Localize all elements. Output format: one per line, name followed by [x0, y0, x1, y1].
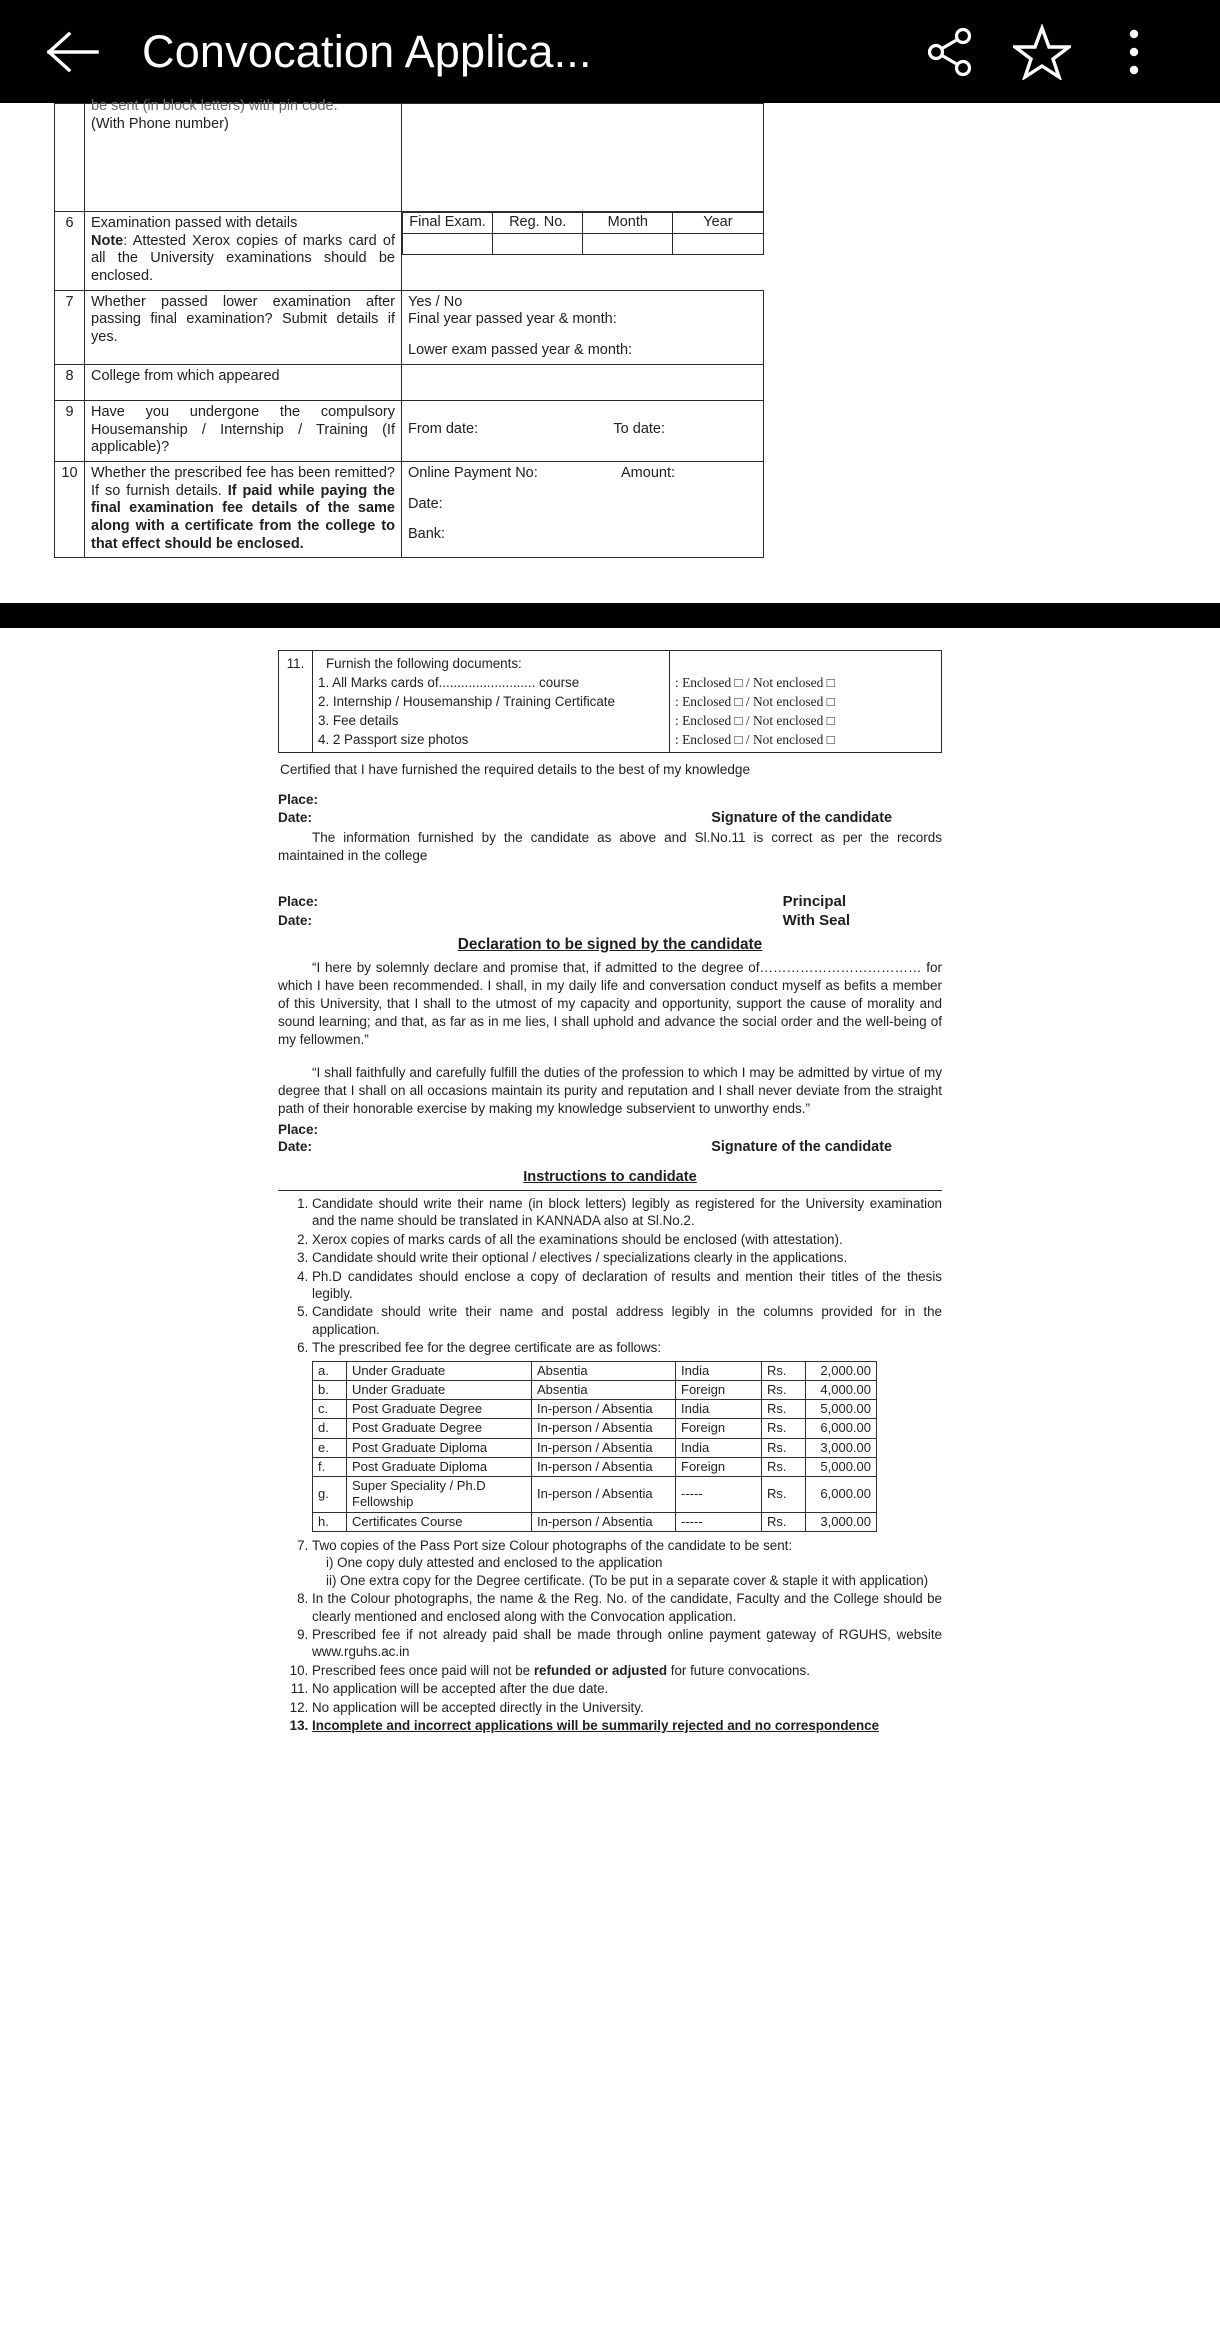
- app-bar: [0, 0, 1220, 103]
- fee-mode: In-person / Absentia: [532, 1512, 676, 1531]
- page-2-content: [278, 650, 942, 1735]
- fee-region: -----: [676, 1477, 762, 1513]
- value-final-exam[interactable]: [403, 234, 493, 255]
- enclosed-options-cell: [670, 651, 942, 753]
- table-row: [55, 364, 764, 400]
- bookmark-button[interactable]: [996, 17, 1088, 87]
- date-label-3: Date:: [278, 1139, 312, 1155]
- share-icon: [922, 24, 978, 80]
- answer-cell: [402, 461, 764, 557]
- value-year[interactable]: [673, 234, 763, 255]
- document-item-1: 1. All Marks cards of.......................... course: [318, 675, 580, 691]
- fee-region: India: [676, 1400, 762, 1419]
- fee-region: Foreign: [676, 1419, 762, 1438]
- list-item-text-bold: refunded or adjusted: [533, 1662, 668, 1678]
- place-label-3: Place:: [278, 1121, 319, 1137]
- instructions-list-continued: [278, 1537, 942, 1735]
- fee-sl: c.: [313, 1400, 347, 1419]
- phone-line: (With Phone number): [91, 115, 229, 132]
- exam-detail-subtable: [402, 212, 764, 255]
- document-page-1: [0, 98, 1220, 603]
- fee-mode: In-person / Absentia: [532, 1438, 676, 1457]
- place-principal-row: [278, 893, 942, 912]
- documents-checklist-table: [278, 650, 942, 753]
- answer-cell: [402, 290, 764, 364]
- table-row: [313, 1419, 877, 1438]
- date-label-1: Date:: [278, 809, 312, 825]
- spacer: [278, 867, 942, 893]
- table-row: [279, 651, 942, 753]
- fee-mode: In-person / Absentia: [532, 1477, 676, 1513]
- fee-currency: Rs.: [762, 1419, 806, 1438]
- documents-heading: Furnish the following documents:: [326, 656, 522, 671]
- declaration-paragraph-1: “I here by solemnly declare and promise that, if admitted to the degree of……………………………… for which I have been recommended. I shall, in my daily life and conversation conduct myself as befits a member of this University, that I shall to the utmost of my capacity and opportunity, support the cause of morality and sound learning; and that, as far as in me lies, I shall uphold and advance the social order and the well-being of my fellowmen.”: [278, 959, 942, 1048]
- row-number: 9: [55, 400, 85, 461]
- fee-currency: Rs.: [762, 1361, 806, 1380]
- answer-line-yes-no: Yes / No: [408, 293, 463, 310]
- declaration-paragraph-2: “I shall faithfully and carefully fulfill the duties of the profession to which I may be admitted by virtue of my degree that I shall on all occasions maintain its purity and reputation and I shall never deviate from the straight path of their honorable exercise by making my knowledge subservient to unworthy ends.”: [278, 1065, 942, 1117]
- table-row: [403, 234, 764, 255]
- fee-course: Post Graduate Diploma: [347, 1457, 532, 1476]
- fee-sl: f.: [313, 1457, 347, 1476]
- list-item: 6. The prescribed fee for the degree certificate are as follows:: [312, 1339, 942, 1356]
- fee-amount: 2,000.00: [806, 1361, 877, 1380]
- question-text-bold: If paid while paying the final examination fee details of the same along with a certificate from the college to that effect should be enclosed.: [91, 482, 395, 552]
- fee-course: Super Speciality / Ph.D Fellowship: [347, 1477, 532, 1513]
- fee-amount: 3,000.00: [806, 1438, 877, 1457]
- bank-label: Bank:: [408, 526, 446, 543]
- note-label: Note: [91, 232, 124, 249]
- fee-amount: 3,000.00: [806, 1512, 877, 1531]
- table-row: [313, 1400, 877, 1419]
- list-item: [312, 1662, 942, 1679]
- clipped-text-line: be sent (in block letters) with pin code.: [91, 98, 338, 114]
- col-header-year: Year: [673, 213, 763, 234]
- signature-of-candidate-2: Signature of the candidate: [711, 1139, 892, 1156]
- col-header-reg-no: Reg. No.: [493, 213, 583, 234]
- question-cell: [85, 290, 402, 364]
- question-cell: [85, 98, 402, 212]
- fee-mode: In-person / Absentia: [532, 1419, 676, 1438]
- page-separator: [0, 603, 1220, 628]
- signature-of-candidate-1: Signature of the candidate: [711, 809, 892, 826]
- date-signature-row-1: [278, 809, 942, 828]
- list-item: 11. No application will be accepted after the due date.: [312, 1680, 942, 1697]
- fee-course: Post Graduate Degree: [347, 1419, 532, 1438]
- answer-line-lower-exam: Lower exam passed year & month:: [408, 342, 633, 359]
- arrow-left-icon: [45, 29, 101, 75]
- fee-mode: Absentia: [532, 1361, 676, 1380]
- instructions-list: [278, 1195, 942, 1357]
- answer-line-final-year: Final year passed year & month:: [408, 311, 617, 328]
- table-row: [403, 213, 764, 234]
- instructions-heading: Instructions to candidate: [523, 1168, 697, 1185]
- question-cell: [85, 212, 402, 291]
- spacer: [278, 779, 942, 791]
- fee-amount: 6,000.00: [806, 1419, 877, 1438]
- list-item: 1. Candidate should write their name (in block letters) legibly as registered for the University examination and the name should be translated in KANNADA also at Sl.No.2.: [312, 1195, 942, 1230]
- date-range-row: [408, 404, 757, 439]
- answer-cell: [402, 400, 764, 461]
- spacer: [408, 329, 757, 342]
- row-number: 7: [55, 290, 85, 364]
- college-statement: The information furnished by the candidate as above and Sl.No.11 is correct as per the records maintained in the college: [278, 830, 942, 864]
- fee-region: Foreign: [676, 1457, 762, 1476]
- note-text: : Attested Xerox copies of marks card of all the University examinations should be enclosed.: [91, 232, 395, 285]
- fee-region: India: [676, 1361, 762, 1380]
- date-seal-row: [278, 912, 942, 931]
- fee-region: India: [676, 1438, 762, 1457]
- col-header-final-exam: Final Exam.: [403, 213, 493, 234]
- list-item: 3. Candidate should write their optional / electives / specializations clearly in the applications.: [312, 1249, 942, 1266]
- answer-cell[interactable]: [402, 364, 764, 400]
- page-title: Convocation Applica...: [142, 25, 592, 77]
- question-cell: [85, 364, 402, 400]
- fee-mode: In-person / Absentia: [532, 1400, 676, 1419]
- table-row: [313, 1380, 877, 1399]
- certified-statement: Certified that I have furnished the required details to the best of my knowledge: [280, 762, 751, 778]
- question-cell: [85, 461, 402, 557]
- more-vertical-icon: [1126, 24, 1142, 80]
- fee-course: Post Graduate Degree: [347, 1400, 532, 1419]
- table-row: [55, 212, 764, 291]
- share-button[interactable]: [904, 17, 996, 87]
- fee-structure-table: [312, 1361, 877, 1532]
- table-row: [55, 290, 764, 364]
- spacer: [675, 654, 936, 673]
- table-row: [55, 400, 764, 461]
- fee-sl: d.: [313, 1419, 347, 1438]
- table-row: [313, 1457, 877, 1476]
- question-text: Have you undergone the compulsory Housemanship / Internship / Training (If applicable)?: [91, 403, 395, 456]
- fee-currency: Rs.: [762, 1400, 806, 1419]
- fee-amount: 5,000.00: [806, 1400, 877, 1419]
- question-note: [91, 233, 395, 286]
- amount-label: Amount:: [621, 464, 675, 481]
- col-header-month: Month: [583, 213, 673, 234]
- row-number: 10: [55, 461, 85, 557]
- list-item: [312, 1537, 942, 1589]
- fee-amount: 4,000.00: [806, 1380, 877, 1399]
- document-page-2: [0, 628, 1220, 1735]
- enclosed-option-4[interactable]: : Enclosed □ / Not enclosed □: [675, 732, 835, 748]
- fee-mode: In-person / Absentia: [532, 1457, 676, 1476]
- table-row: [313, 1361, 877, 1380]
- fee-course: Post Graduate Diploma: [347, 1438, 532, 1457]
- list-item: 13. Incomplete and incorrect applications will be summarily rejected and no correspondence: [312, 1717, 942, 1734]
- list-item-text-post: for future convocations.: [667, 1662, 810, 1678]
- fee-region: Foreign: [676, 1380, 762, 1399]
- enclosed-option-1[interactable]: : Enclosed □ / Not enclosed □: [675, 675, 835, 690]
- fee-amount: 6,000.00: [806, 1477, 877, 1513]
- spacer: [408, 483, 757, 496]
- row-number: [55, 104, 85, 212]
- row-number: 8: [55, 364, 85, 400]
- question-text: Whether the prescribed fee has been remitted? If so furnish details.: [91, 464, 395, 499]
- list-item-text-pre: Prescribed fees once paid will not be: [312, 1662, 534, 1678]
- date-label-2: Date:: [278, 913, 312, 929]
- place-label-2: Place:: [278, 894, 319, 910]
- row-number: 11.: [279, 651, 313, 753]
- fee-sl: b.: [313, 1380, 347, 1399]
- documents-list-cell: [313, 651, 670, 753]
- fee-course: Under Graduate: [347, 1361, 532, 1380]
- online-payment-label: Online Payment No:: [408, 464, 538, 481]
- value-month[interactable]: [583, 234, 673, 255]
- payment-row: [408, 465, 757, 483]
- list-item-text: Two copies of the Pass Port size Colour photographs of the candidate to be sent:: [312, 1537, 793, 1553]
- list-subitem-i: i) One copy duly attested and enclosed to the application: [326, 1555, 663, 1571]
- list-item: 8. In the Colour photographs, the name & the Reg. No. of the candidate, Faculty and the College should be clearly mentioned and enclosed along with the Convocation application.: [312, 1590, 942, 1625]
- date-signature-row-2: [278, 1138, 942, 1157]
- enclosed-option-2[interactable]: : Enclosed □ / Not enclosed □: [675, 694, 835, 710]
- list-item: 5. Candidate should write their name and postal address legibly in the columns provided for in the application.: [312, 1303, 942, 1338]
- payment-date-label: Date:: [408, 495, 443, 512]
- question-text: Examination passed with details: [91, 215, 298, 231]
- fee-sl: a.: [313, 1361, 347, 1380]
- more-options-button[interactable]: [1088, 17, 1180, 87]
- document-item-3: 3. Fee details: [318, 713, 399, 729]
- table-row: [313, 1477, 877, 1513]
- spacer: [278, 1051, 942, 1062]
- question-text: Whether passed lower examination after passing final examination? Submit details if yes.: [91, 293, 395, 346]
- table-row: [55, 461, 764, 557]
- declaration-heading: Declaration to be signed by the candidate: [457, 935, 763, 953]
- principal-label: Principal: [782, 893, 846, 911]
- list-subitem-ii: ii) One extra copy for the Degree certificate. (To be put in a separate cover & staple it with application): [326, 1572, 929, 1588]
- fee-course: Under Graduate: [347, 1380, 532, 1399]
- star-outline-icon: [1013, 24, 1071, 80]
- fee-currency: Rs.: [762, 1512, 806, 1531]
- place-label-1: Place:: [278, 791, 319, 807]
- list-item: 12. No application will be accepted directly in the University.: [312, 1699, 942, 1716]
- document-item-4: 4. 2 Passport size photos: [318, 732, 469, 748]
- fee-mode: Absentia: [532, 1380, 676, 1399]
- fee-currency: Rs.: [762, 1438, 806, 1457]
- spacer: [278, 1157, 942, 1165]
- divider: [278, 1190, 942, 1191]
- application-form-table: [54, 98, 764, 558]
- answer-cell: [402, 212, 764, 291]
- fee-course: Certificates Course: [347, 1512, 532, 1531]
- table-row: [313, 1512, 877, 1531]
- fee-amount: 5,000.00: [806, 1457, 877, 1476]
- table-row: [313, 1438, 877, 1457]
- answer-cell: [402, 104, 764, 212]
- fee-sl: h.: [313, 1512, 347, 1531]
- spacer: [408, 513, 757, 526]
- fee-currency: Rs.: [762, 1457, 806, 1476]
- document-item-2: 2. Internship / Housemanship / Training Certificate: [318, 694, 615, 710]
- fee-sl: g.: [313, 1477, 347, 1513]
- table-row: [55, 104, 764, 212]
- fee-currency: Rs.: [762, 1477, 806, 1513]
- fee-sl: e.: [313, 1438, 347, 1457]
- row-number: 6: [55, 212, 85, 291]
- list-item: 4. Ph.D candidates should enclose a copy of declaration of results and mention their titles of the thesis legibly.: [312, 1268, 942, 1303]
- list-item: 2. Xerox copies of marks cards of all the examinations should be enclosed (with attestation).: [312, 1231, 942, 1248]
- back-button[interactable]: [42, 21, 104, 83]
- value-reg-no[interactable]: [493, 234, 583, 255]
- to-date-label: To date:: [613, 420, 665, 437]
- fee-currency: Rs.: [762, 1380, 806, 1399]
- with-seal-label: With Seal: [782, 912, 850, 930]
- list-item: 9. Prescribed fee if not already paid shall be made through online payment gateway of RGUHS, website www.rguhs.ac.in: [312, 1626, 942, 1661]
- enclosed-option-3[interactable]: : Enclosed □ / Not enclosed □: [675, 713, 835, 729]
- fee-region: -----: [676, 1512, 762, 1531]
- question-cell: [85, 400, 402, 461]
- from-date-label: From date:: [408, 420, 479, 437]
- question-text: College from which appeared: [91, 367, 280, 384]
